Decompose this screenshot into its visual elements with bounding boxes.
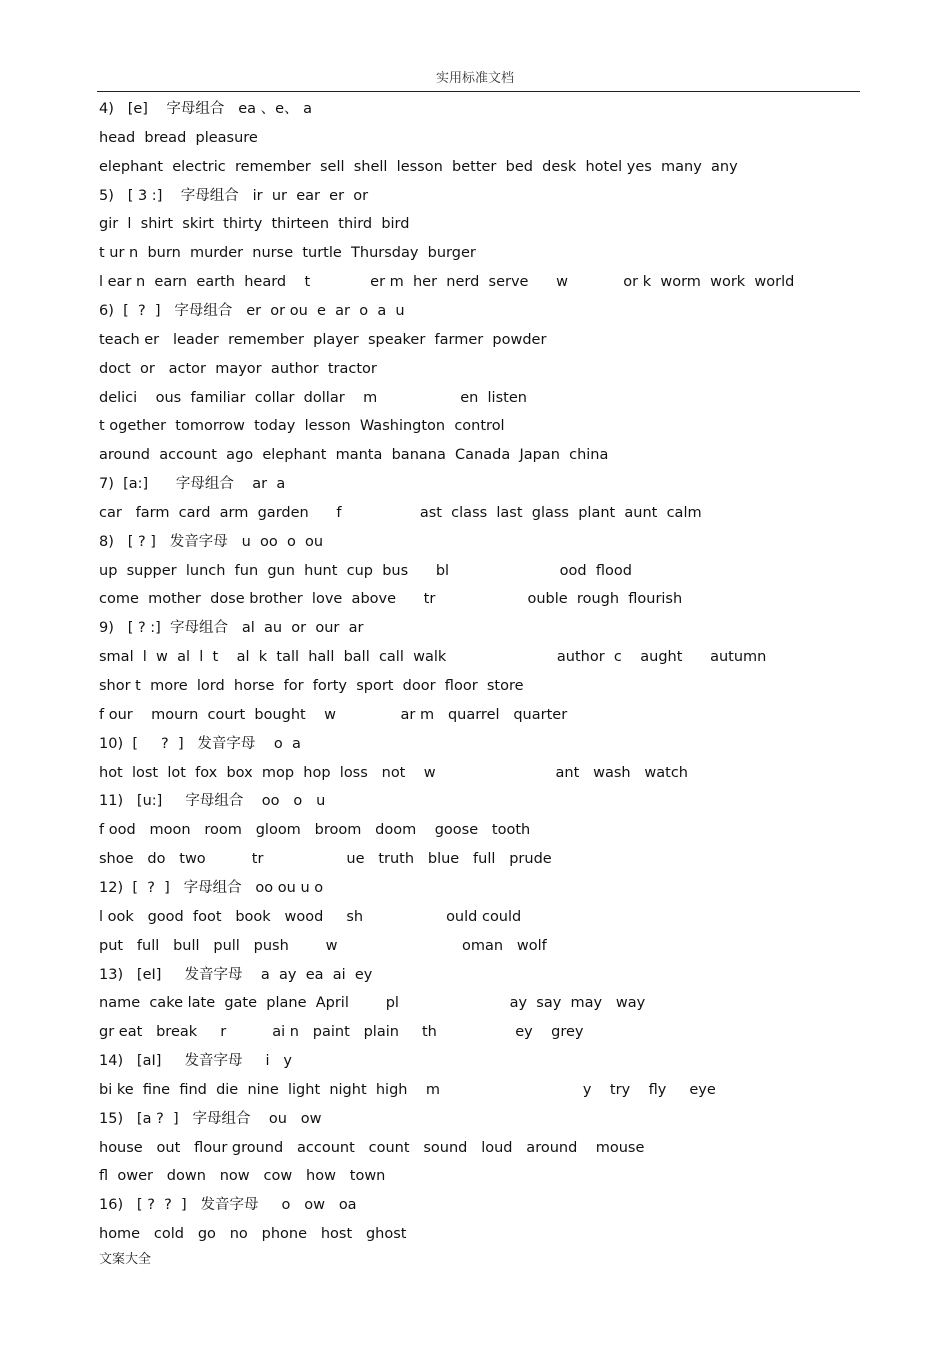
text-line: elephant electric remember sell shell lesson better bed desk hotel yes many any — [99, 158, 738, 175]
text-line: head bread pleasure — [99, 129, 258, 146]
text-line: 12) [ ? ] 字母组合 oo ou u o — [99, 879, 324, 896]
text-line: up supper lunch fun gun hunt cup bus bl ood flood — [99, 562, 632, 579]
text-line: t ogether tomorrow today lesson Washington control — [99, 418, 505, 435]
text-line: f ood moon room gloom broom doom goose tooth — [99, 822, 531, 839]
text-line: l ook good foot book wood sh ould could — [99, 908, 522, 925]
text-line: car farm card arm garden f ast class last glass plant aunt calm — [99, 504, 702, 521]
header-rule — [97, 91, 860, 92]
text-line: bi ke fine find die nine light night high m y try fly eye — [99, 1081, 716, 1098]
text-line: 15) [a ? ] 字母组合 ou ow — [99, 1110, 322, 1127]
text-line: name cake late gate plane April pl ay say may way — [99, 995, 646, 1012]
text-line: put full bull pull push w oman wolf — [99, 937, 547, 954]
text-line: 16) [ ? ? ] 发音字母 o ow oa — [99, 1197, 357, 1214]
text-line: shor t more lord horse for forty sport door floor store — [99, 678, 524, 694]
text-line: teach er leader remember player speaker farmer powder — [99, 331, 547, 348]
text-line: shoe do two tr ue truth blue full prude — [99, 851, 552, 868]
text-line: 11) [u:] 字母组合 oo o u — [99, 793, 326, 810]
text-line: 5) [ 3 :] 字母组合 ir ur ear er or — [99, 187, 369, 204]
text-line: 9) [ ? :] 字母组合 al au or our ar — [99, 620, 364, 637]
text-line: 4) [e] 字母组合 ea 、e、 a — [99, 101, 313, 117]
page-header-title: 实用标准文档 — [435, 71, 514, 86]
text-line: doct or actor mayor author tractor — [99, 360, 377, 377]
text-line: 14) [aI] 发音字母 i y — [99, 1053, 292, 1070]
text-line: gr eat break r ai n paint plain th ey grey — [99, 1024, 584, 1041]
text-line: hot lost lot fox box mop hop loss not w ant wash watch — [99, 764, 688, 781]
text-line: 10) [ ? ] 发音字母 o a — [99, 735, 301, 752]
text-line: f our mourn court bought w ar m quarrel quarter — [99, 706, 568, 723]
text-line: delici ous familiar collar dollar m en listen — [99, 389, 527, 406]
text-line: l ear n earn earth heard t er m her nerd serve w or k worm work world — [99, 274, 795, 291]
text-line: gir l shirt skirt thirty thirteen third bird — [99, 216, 410, 233]
text-line: come mother dose brother love above tr ouble rough flourish — [99, 591, 683, 608]
text-line: t ur n burn murder nurse turtle Thursday burger — [99, 245, 476, 262]
text-line: 8) [ ? ] 发音字母 u oo o ou — [99, 533, 324, 550]
text-line: 7) [a:] 字母组合 ar a — [99, 476, 286, 493]
text-line: house out flour ground account count sound loud around mouse — [99, 1139, 645, 1156]
text-line: 6) [ ? ] 字母组合 er or ou e ar o a u — [99, 302, 405, 319]
text-line: fl ower down now cow how town — [99, 1168, 386, 1185]
text-line: around account ago elephant manta banana Canada Japan china — [99, 447, 609, 464]
text-line: 13) [eI] 发音字母 a ay ea ai ey — [99, 966, 373, 983]
text-line: home cold go no phone host ghost — [99, 1226, 407, 1243]
page-footer-text: 文案大全 — [99, 1252, 152, 1267]
text-line: smal l w al l t al k tall hall ball call walk author c aught autumn — [99, 649, 767, 666]
